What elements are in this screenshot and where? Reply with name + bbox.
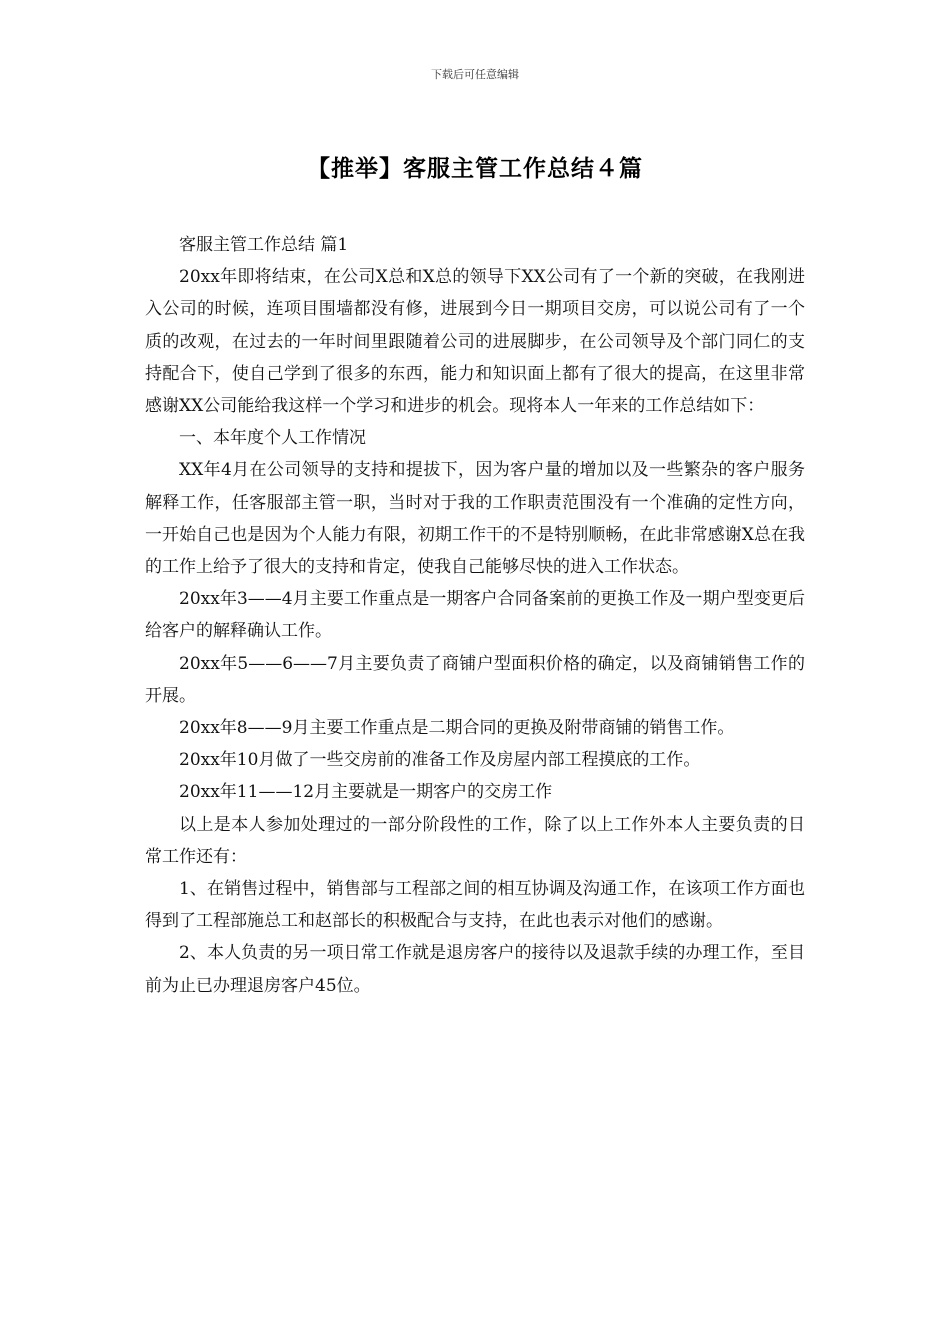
paragraph: 20xx年即将结束，在公司X总和X总的领导下XX公司有了一个新的突破，在我刚进入公司的时候，连项目围墙都没有修，进展到今日一期项目交房，可以说公司有了一个质的改观，在过去的一年时间里跟随着公司的进展脚步，在公司领导及个部门同仁的支持配合下，使自己学到了很多的东西，能力和知识面上都有了很大的提高，在这里非常感谢XX公司能给我这样一个学习和进步的机会。现将本人一年来的工作总结如下： bbox=[145, 267, 805, 417]
paragraph: 20xx年10月做了一些交房前的准备工作及房屋内部工程摸底的工作。 bbox=[179, 750, 701, 771]
paragraph: 以上是本人参加处理过的一部分阶段性的工作，除了以上工作外本人主要负责的日常工作还有： bbox=[145, 814, 805, 867]
paragraph: 2、本人负责的另一项日常工作就是退房客户的接待以及退款手续的办理工作，至目前为止已办理退房客户45位。 bbox=[145, 943, 805, 996]
paragraph: 1、在销售过程中，销售部与工程部之间的相互协调及沟通工作，在该项工作方面也得到了工程部施总工和赵部长的积极配合与支持，在此也表示对他们的感谢。 bbox=[145, 879, 805, 932]
paragraph: XX年4月在公司领导的支持和提拔下，因为客户量的增加以及一些繁杂的客户服务解释工作，任客服部主管一职，当时对于我的工作职责范围没有一个准确的定性方向，一开始自己也是因为个人能力有限，初期工作干的不是特别顺畅，在此非常感谢X总在我的工作上给予了很大的支持和肯定，使我自己能够尽快的进入工作状态。 bbox=[145, 460, 805, 578]
paragraph: 20xx年5——6——7月主要负责了商铺户型面积价格的确定，以及商铺销售工作的开展。 bbox=[145, 653, 805, 706]
paragraph: 20xx年8——9月主要工作重点是二期合同的更换及附带商铺的销售工作。 bbox=[179, 718, 735, 739]
document-body bbox=[145, 229, 805, 1002]
paragraph: 20xx年11——12月主要就是一期客户的交房工作 bbox=[179, 782, 553, 803]
paragraph: 20xx年3——4月主要工作重点是一期客户合同备案前的更换工作及一期户型变更后给客户的解释确认工作。 bbox=[145, 589, 805, 642]
document-title: 【推举】客服主管工作总结４篇 bbox=[307, 156, 643, 182]
section-heading: 一、本年度个人工作情况 bbox=[179, 428, 366, 449]
header-note: 下载后可任意编辑 bbox=[431, 68, 519, 81]
section-heading: 客服主管工作总结 篇1 bbox=[179, 235, 349, 255]
